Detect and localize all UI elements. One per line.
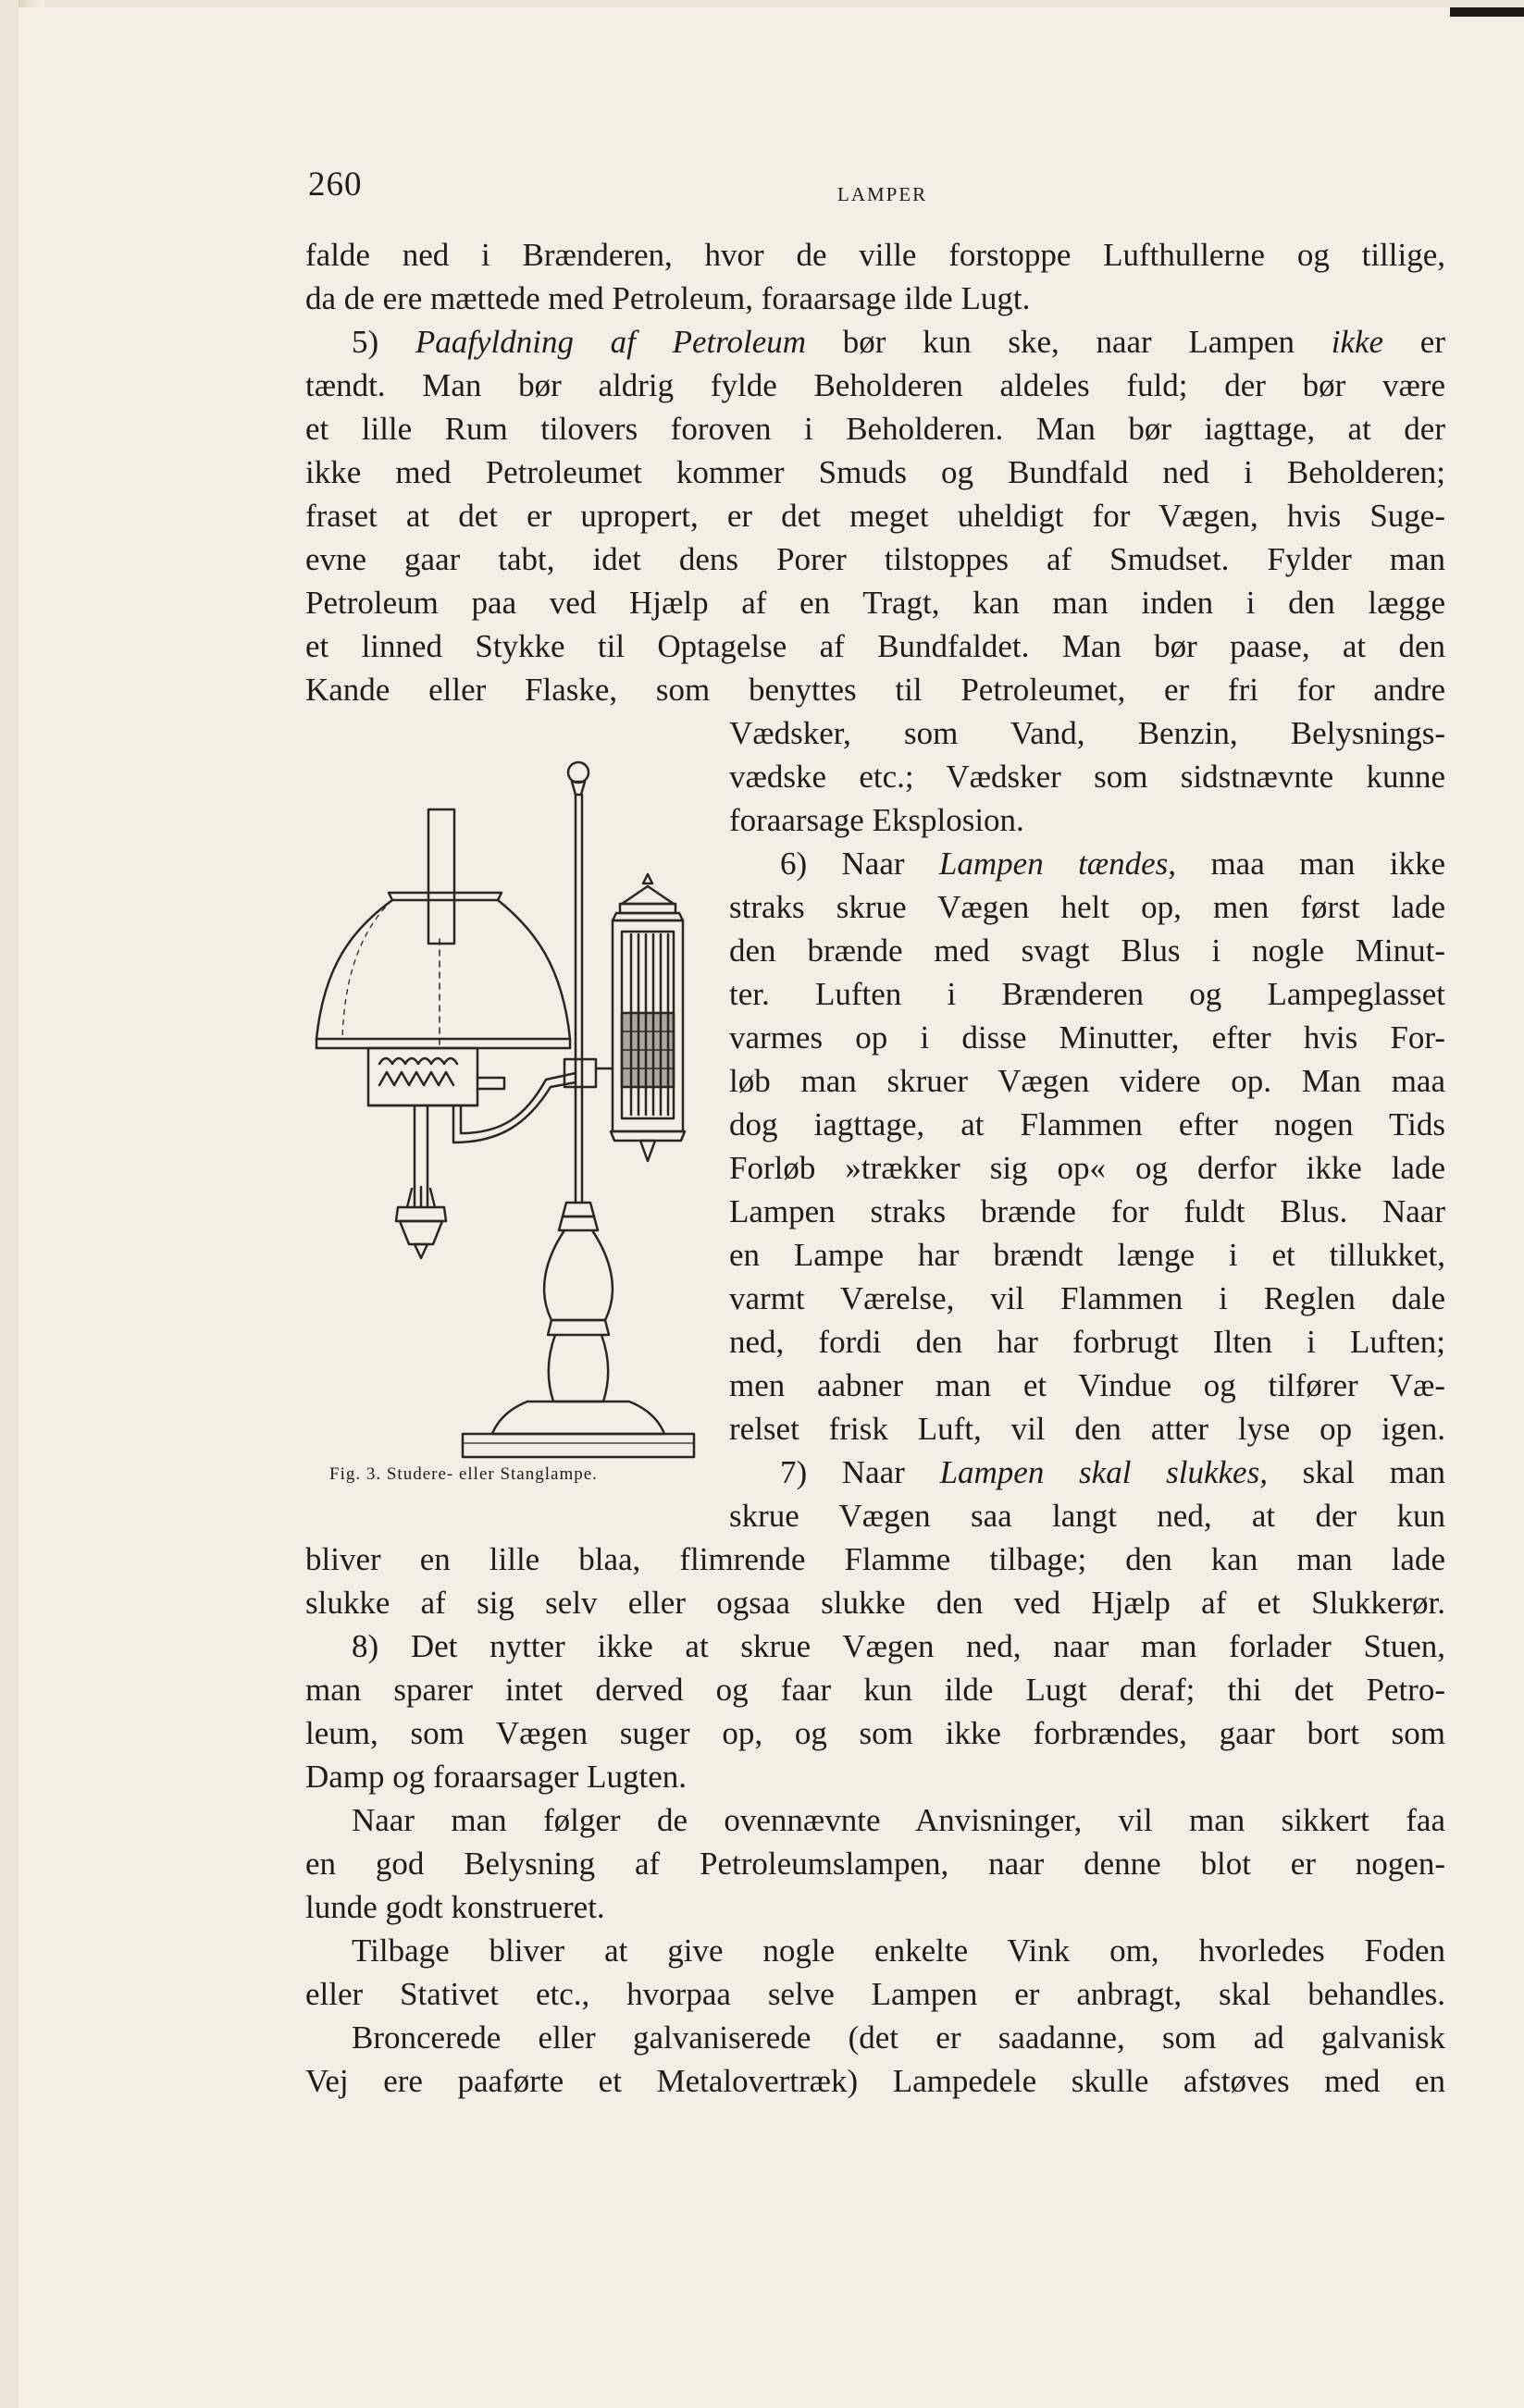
text-line: en god Belysning af Petroleumslampen, naar denne blot er nogen- xyxy=(305,1846,1445,1882)
text-line: et lille Rum tilovers foroven i Beholderen. Man bør iagttage, at der xyxy=(305,411,1445,447)
text-line: Petroleum paa ved Hjælp af en Tragt, kan man inden i den lægge xyxy=(305,585,1445,621)
text-line: ikke med Petroleumet kommer Smuds og Bundfald ned i Beholderen; xyxy=(305,454,1445,490)
text-line: slukke af sig selv eller ogsaa slukke den ved Hjælp af et Slukkerør. xyxy=(305,1585,1445,1621)
figure-caption: Fig. 3. Studere- eller Stanglampe. xyxy=(329,1464,598,1484)
text-line: 5) Paafyldning af Petroleum bør kun ske, naar Lampen ikke er xyxy=(352,324,1445,360)
text-line: lunde godt konstrueret. xyxy=(305,1889,605,1925)
text-line: varmt Værelse, vil Flammen i Reglen dale xyxy=(729,1280,1445,1316)
text-line: leum, som Vægen suger op, og som ikke forbrændes, gaar bort som xyxy=(305,1715,1445,1751)
item-number: 5) xyxy=(352,324,379,360)
text-line: Lampen straks brænde for fuldt Blus. Naar xyxy=(729,1193,1445,1229)
page-number: 260 xyxy=(308,166,363,204)
text-line: fraset at det er upropert, er det meget uheldigt for Vægen, hvis Suge- xyxy=(305,498,1445,534)
text-line: ter. Luften i Brænderen og Lampeglasset xyxy=(729,976,1445,1012)
lamp-pendant xyxy=(396,1105,446,1258)
text-line: 6) Naar Lampen tændes, maa man ikke xyxy=(780,846,1446,882)
text-line: eller Stativet etc., hvorpaa selve Lampen er anbragt, skal behandles. xyxy=(305,1976,1445,2012)
italic-term: Paafyldning af Petroleum xyxy=(415,324,807,360)
text-line: Broncerede eller galvaniserede (det er saadanne, som ad galvanisk xyxy=(352,2019,1445,2056)
text-line: relset frisk Luft, vil den atter lyse op igen. xyxy=(729,1411,1445,1447)
text-line: Naar man følger de ovennævnte Anvisninger, vil man sikkert faa xyxy=(352,1802,1445,1838)
text-line: Kande eller Flaske, som benyttes til Petroleumet, er fri for andre xyxy=(305,672,1445,708)
text-line: vædske etc.; Vædsker som sidstnævnte kunne xyxy=(729,759,1445,795)
text-line: falde ned i Brænderen, hvor de ville forstoppe Lufthullerne og tillige, xyxy=(305,237,1445,273)
italic-term: ikke xyxy=(1331,324,1384,360)
text-span: Det nytter ikke at skrue Vægen ned, naar man forlader Stuen, xyxy=(410,1628,1446,1664)
text-line: bliver en lille blaa, flimrende Flamme tilbage; den kan man lade xyxy=(305,1541,1445,1577)
text-line: Vej ere paaførte et Metalovertræk) Lampedele skulle afstøves med en xyxy=(305,2063,1445,2099)
text-line: den brænde med svagt Blus i nogle Minut- xyxy=(729,932,1445,969)
text-line: man sparer intet derved og faar kun ilde Lugt deraf; thi det Petro- xyxy=(305,1672,1445,1708)
running-title: LAMPER xyxy=(837,183,928,205)
oil-reservoir xyxy=(596,874,685,1161)
italic-term: Lampen tændes, xyxy=(938,846,1177,882)
lamp-burner xyxy=(368,1048,504,1105)
text-line xyxy=(305,1624,1445,1668)
text-line: varmes op i disse Minutter, efter hvis For- xyxy=(729,1019,1445,1056)
text-line: foraarsage Eksplosion. xyxy=(729,802,1024,838)
item-number: 8) xyxy=(352,1628,379,1664)
lamp-rod xyxy=(568,762,589,1203)
text-line: dog iagttage, at Flammen efter nogen Tids xyxy=(729,1106,1445,1142)
text-line: løb man skruer Vægen videre op. Man maa xyxy=(729,1063,1445,1099)
text-line: ned, fordi den har forbrugt Ilten i Luften; xyxy=(729,1324,1445,1360)
text-line: Tilbage bliver at give nogle enkelte Vink om, hvorledes Foden xyxy=(352,1933,1445,1969)
text-line: Forløb »trækker sig op« og derfor ikke lade xyxy=(729,1150,1445,1186)
item-number: 7) xyxy=(780,1454,808,1490)
text-line: Damp og foraarsager Lugten. xyxy=(305,1759,688,1795)
text-line: skrue Vægen saa langt ned, at der kun xyxy=(729,1498,1445,1534)
italic-term: Lampen skal slukkes, xyxy=(939,1454,1268,1490)
text-line: Vædsker, som Vand, Benzin, Belysnings- xyxy=(729,715,1445,751)
lamp-base xyxy=(463,1203,694,1457)
text-line: evne gaar tabt, idet dens Porer tilstoppes af Smudset. Fylder man xyxy=(305,541,1445,577)
text-line: 7) Naar Lampen skal slukkes, skal man xyxy=(780,1454,1445,1490)
text-line: et linned Stykke til Optagelse af Bundfaldet. Man bør paase, at den xyxy=(305,628,1445,664)
item-number: 6) xyxy=(780,846,808,882)
lamp-shade xyxy=(316,809,570,1050)
student-lamp-illustration xyxy=(296,754,703,1466)
scan-edge-bar xyxy=(1450,7,1524,17)
text-line: straks skrue Vægen helt op, men først lade xyxy=(729,889,1445,925)
text-line: men aabner man et Vindue og tilfører Væ- xyxy=(729,1367,1445,1403)
text-line: tændt. Man bør aldrig fylde Beholderen aldeles fuld; der bør være xyxy=(305,367,1445,403)
text-line: da de ere mættede med Petroleum, foraarsage ilde Lugt. xyxy=(305,280,1031,316)
text-line: en Lampe har brændt længe i et tillukket, xyxy=(729,1237,1445,1273)
lamp-figure xyxy=(296,754,703,1494)
